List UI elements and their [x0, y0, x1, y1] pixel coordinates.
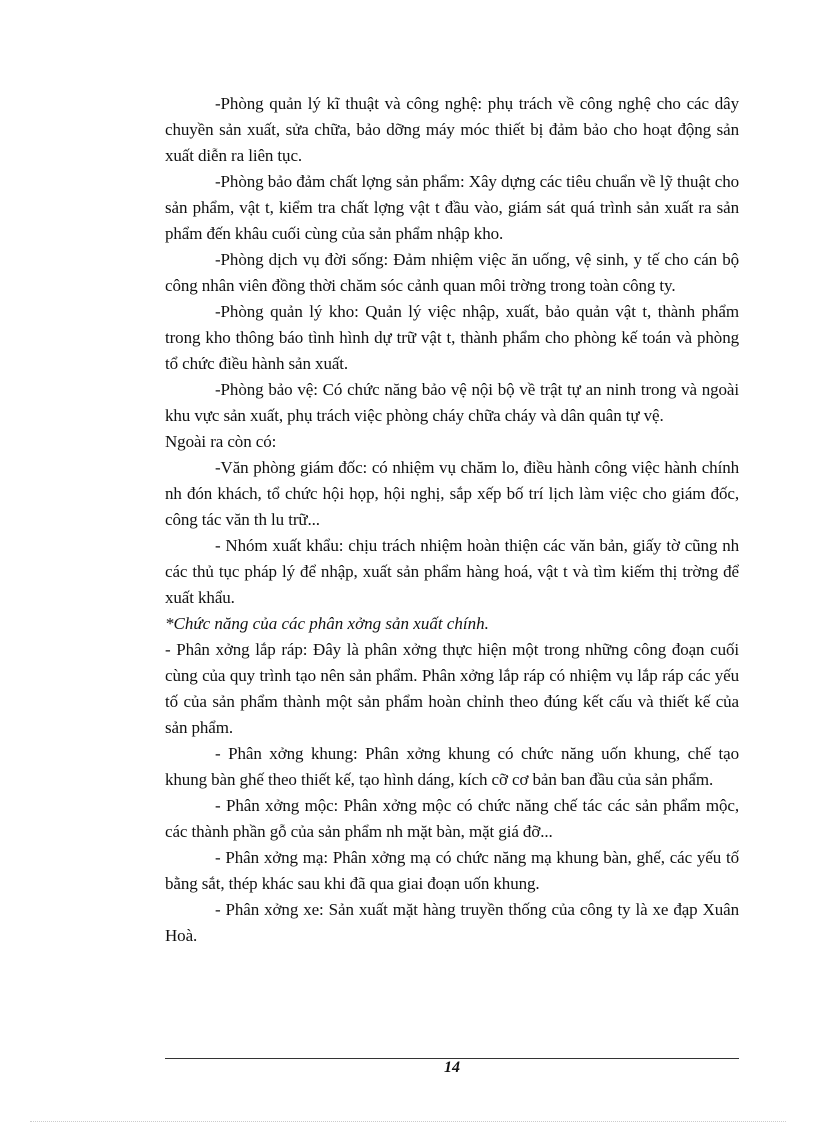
paragraph-technology-dept: -Phòng quản lý kĩ thuật và công nghệ: phụ trách về công nghệ cho các dây chuyền sản xuất, sửa chữa, bảo dỡng máy móc thiết bị đảm bảo cho hoạt động sản xuất diễn ra liên tục.	[165, 94, 739, 165]
paragraph-additional: Ngoài ra còn có:	[165, 432, 277, 451]
paragraph-quality-dept: -Phòng bảo đảm chất lợng sản phẩm: Xây dựng các tiêu chuẩn về lỹ thuật cho sản phẩm, vật t, kiểm tra chất lợng vật t đầu vào, giám sát quá trình sản xuất ra sản phẩm đến khâu cuối cùng của sản phẩm nhập kho.	[165, 172, 739, 243]
paragraph-assembly-workshop: - Phân xởng lắp ráp: Đây là phân xởng thực hiện một trong những công đoạn cuối cùng của quy trình tạo nên sản phẩm. Phân xởng lắp ráp có nhiệm vụ lắp ráp các yếu tố của sản phẩm thành một sản phẩm hoàn chỉnh theo đúng kết cấu và thiết kế của sản phẩm.	[165, 640, 739, 737]
paragraph-bicycle-workshop: - Phân xởng xe: Sản xuất mặt hàng truyền thống của công ty là xe đạp Xuân Hoà.	[165, 900, 739, 945]
paragraph-plating-workshop: - Phân xởng mạ: Phân xởng mạ có chức năng mạ khung bàn, ghế, các yếu tố bằng sắt, thép khác sau khi đã qua giai đoạn uốn khung.	[165, 848, 739, 893]
paragraph-warehouse-dept: -Phòng quản lý kho: Quản lý việc nhập, xuất, bảo quản vật t, thành phẩm trong kho thông báo tình hình dự trữ vật t, thành phẩm cho phòng kế toán và phòng tổ chức điều hành sản xuất.	[165, 302, 739, 373]
document-body	[165, 91, 739, 949]
paragraph-export-group: - Nhóm xuất khẩu: chịu trách nhiệm hoàn thiện các văn bản, giấy tờ cũng nh các thủ tục pháp lý để nhập, xuất sản phẩm hàng hoá, vật t và tìm kiếm thị trờng để xuất khẩu.	[165, 536, 739, 607]
paragraph-frame-workshop: - Phân xởng khung: Phân xởng khung có chức năng uốn khung, chế tạo khung bàn ghế theo thiết kế, tạo hình dáng, kích cỡ cơ bản ban đầu của sản phẩm.	[165, 744, 739, 789]
section-heading: *Chức năng của các phân xởng sản xuất chính.	[165, 614, 489, 633]
paragraph-wood-workshop: - Phân xởng mộc: Phân xởng mộc có chức năng chế tác các sản phẩm mộc, các thành phần gỗ của sản phẩm nh mặt bàn, mặt giá đỡ...	[165, 796, 739, 841]
page-bottom-border	[30, 1121, 786, 1122]
paragraph-services-dept: -Phòng dịch vụ đời sống: Đảm nhiệm việc ăn uống, vệ sinh, y tế cho cán bộ công nhân viên đồng thời chăm sóc cảnh quan môi trờng trong toàn công ty.	[165, 250, 739, 295]
paragraph-security-dept: -Phòng bảo vệ: Có chức năng bảo vệ nội bộ về trật tự an ninh trong và ngoài khu vực sản xuất, phụ trách việc phòng cháy chữa cháy và dân quân tự vệ.	[165, 380, 739, 425]
paragraph-director-office: -Văn phòng giám đốc: có nhiệm vụ chăm lo, điều hành công việc hành chính nh đón khách, tổ chức hội họp, hội nghị, sắp xếp bố trí lịch làm việc cho giám đốc, công tác văn th lu trữ...	[165, 458, 739, 529]
page-number: 14	[444, 1059, 460, 1076]
